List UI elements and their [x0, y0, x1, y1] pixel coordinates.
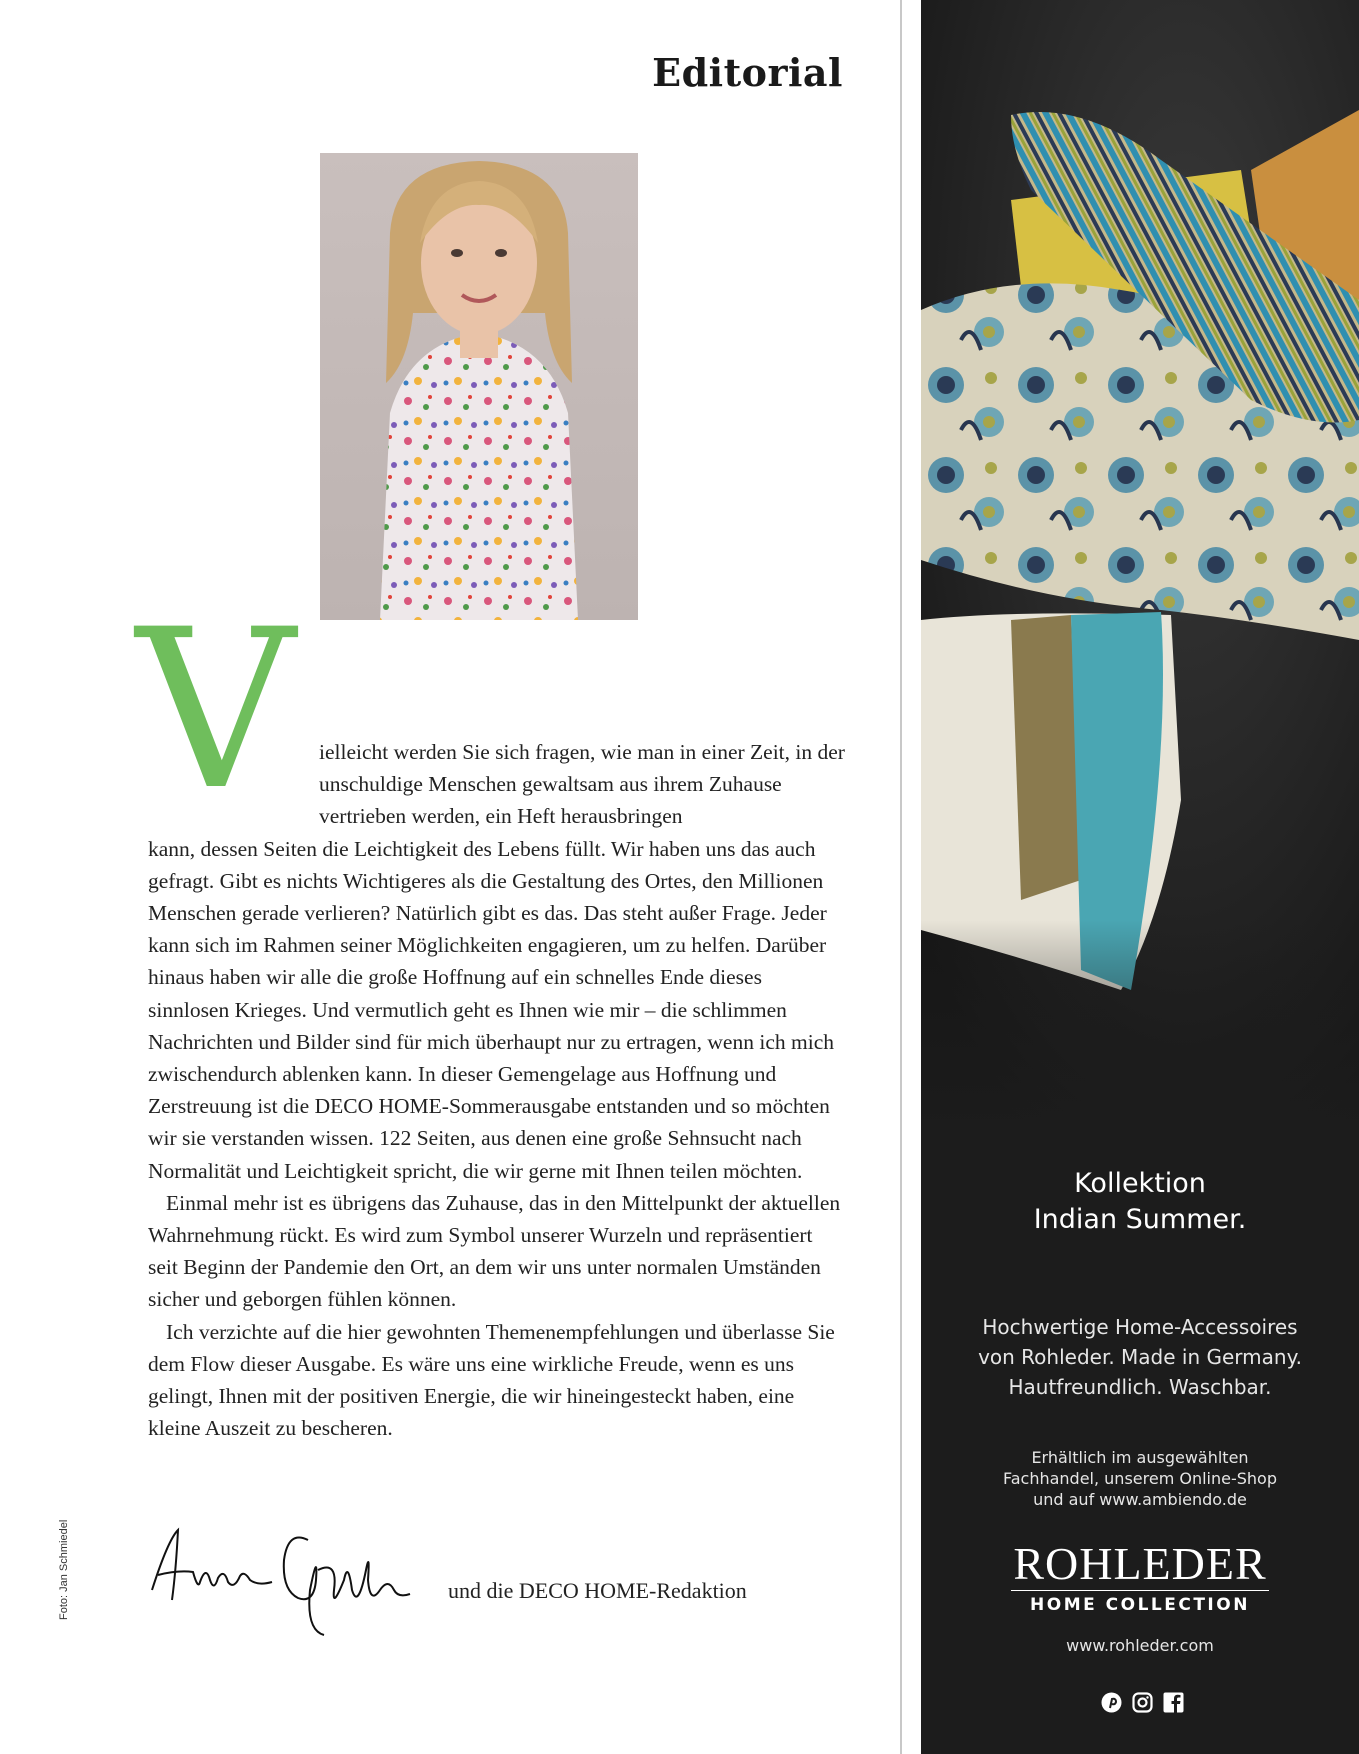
brand-logo — [921, 1540, 1359, 1615]
drop-cap: V — [136, 582, 295, 838]
ad-copy-line-2: von Rohleder. Made in Germany. — [978, 1345, 1302, 1369]
ad-availability — [921, 1447, 1359, 1510]
social-icons — [1097, 1692, 1187, 1713]
ad-avail-line-1: Erhältlich im ausgewählten — [1031, 1448, 1249, 1467]
facebook-icon[interactable] — [1163, 1692, 1184, 1713]
paragraph-1 — [148, 736, 845, 1187]
photo-credit: Foto: Jan Schmiedel — [58, 1519, 70, 1620]
ad-headline — [921, 1166, 1359, 1238]
ad-headline-line-2: Indian Summer. — [1033, 1204, 1247, 1235]
ad-avail-line-3: und auf www.ambiendo.de — [1033, 1490, 1247, 1509]
paragraph-3: Ich verzichte auf die hier gewohnten Themenempfehlungen und überlasse Sie dem Flow dieser Ausgabe. Es wäre uns eine wirkliche Freude, wenn es uns gelingt, Ihnen mit der positiven Energie, die wir hineingesteckt haben, eine kleine Auszeit zu bescheren. — [148, 1319, 835, 1441]
page-title: Editorial — [652, 50, 843, 95]
editorial-body — [148, 736, 845, 1444]
ad-headline-line-1: Kollektion — [1074, 1168, 1206, 1199]
instagram-icon[interactable] — [1132, 1692, 1153, 1713]
ad-copy-line-1: Hochwertige Home-Accessoires — [982, 1315, 1298, 1339]
brand-subtitle: HOME COLLECTION — [1030, 1595, 1250, 1615]
editor-portrait — [320, 153, 638, 620]
ad-photo-fade — [921, 920, 1359, 1140]
brand-url[interactable]: www.rohleder.com — [1066, 1636, 1214, 1655]
ad-copy — [921, 1312, 1359, 1402]
brand-rule — [1011, 1590, 1269, 1591]
ad-avail-line-2: Fachhandel, unserem Online-Shop — [1002, 1469, 1277, 1488]
signoff: und die DECO HOME-Redaktion — [448, 1578, 747, 1603]
paragraph-1-lead: ielleicht werden Sie sich fragen, wie man in einer Zeit, in der unschuldige Menschen gewaltsam aus ihrem Zuhause vertrieben werden, ein Heft herausbringen — [319, 740, 845, 829]
ad-copy-line-3: Hautfreundlich. Waschbar. — [1008, 1375, 1272, 1399]
column-divider — [900, 0, 902, 1754]
handwritten-signature — [148, 1520, 438, 1640]
brand-name: ROHLEDER — [1013, 1538, 1267, 1589]
pinterest-icon[interactable] — [1101, 1692, 1122, 1713]
paragraph-2: Einmal mehr ist es übrigens das Zuhause, das in den Mittelpunkt der aktuellen Wahrnehmung rückt. Es wird zum Symbol unserer Wurzeln und repräsentiert seit Beginn der Pandemie den Ort, an dem wir uns unter normalen Umständen sicher und geborgen fühlen können. — [148, 1190, 841, 1312]
rohleder-advertisement — [921, 0, 1359, 1754]
paragraph-1-rest: kann, dessen Seiten die Leichtigkeit des Lebens füllt. Wir haben uns das auch gefragt. Gibt es nichts Wichtigeres als die Gestaltung des Ortes, den Millionen Menschen gerade verlieren? Natürlich gibt es das. Das steht außer Frage. Jeder kann sich im Rahmen seiner Möglichkeiten engagieren, um zu helfen. Darüber hinaus haben wir alle die große Hoffnung auf ein schnelles Ende dieses sinnlosen Krieges. Und vermutlich geht es Ihnen wie mir – die schlimmen Nachrichten und Bilder sind für mich überhaupt nur zu ertragen, wenn ich mich zwischendurch ablenken kann. In dieser Gemengelage aus Hoffnung und Zerstreuung ist die DECO HOME-Sommerausgabe entstanden und so möchten wir sie verstanden wissen. 122 Seiten, aus denen eine große Sehnsucht nach Normalität und Leichtigkeit spricht, die wir gerne mit Ihnen teilen möchten. — [148, 836, 834, 1183]
